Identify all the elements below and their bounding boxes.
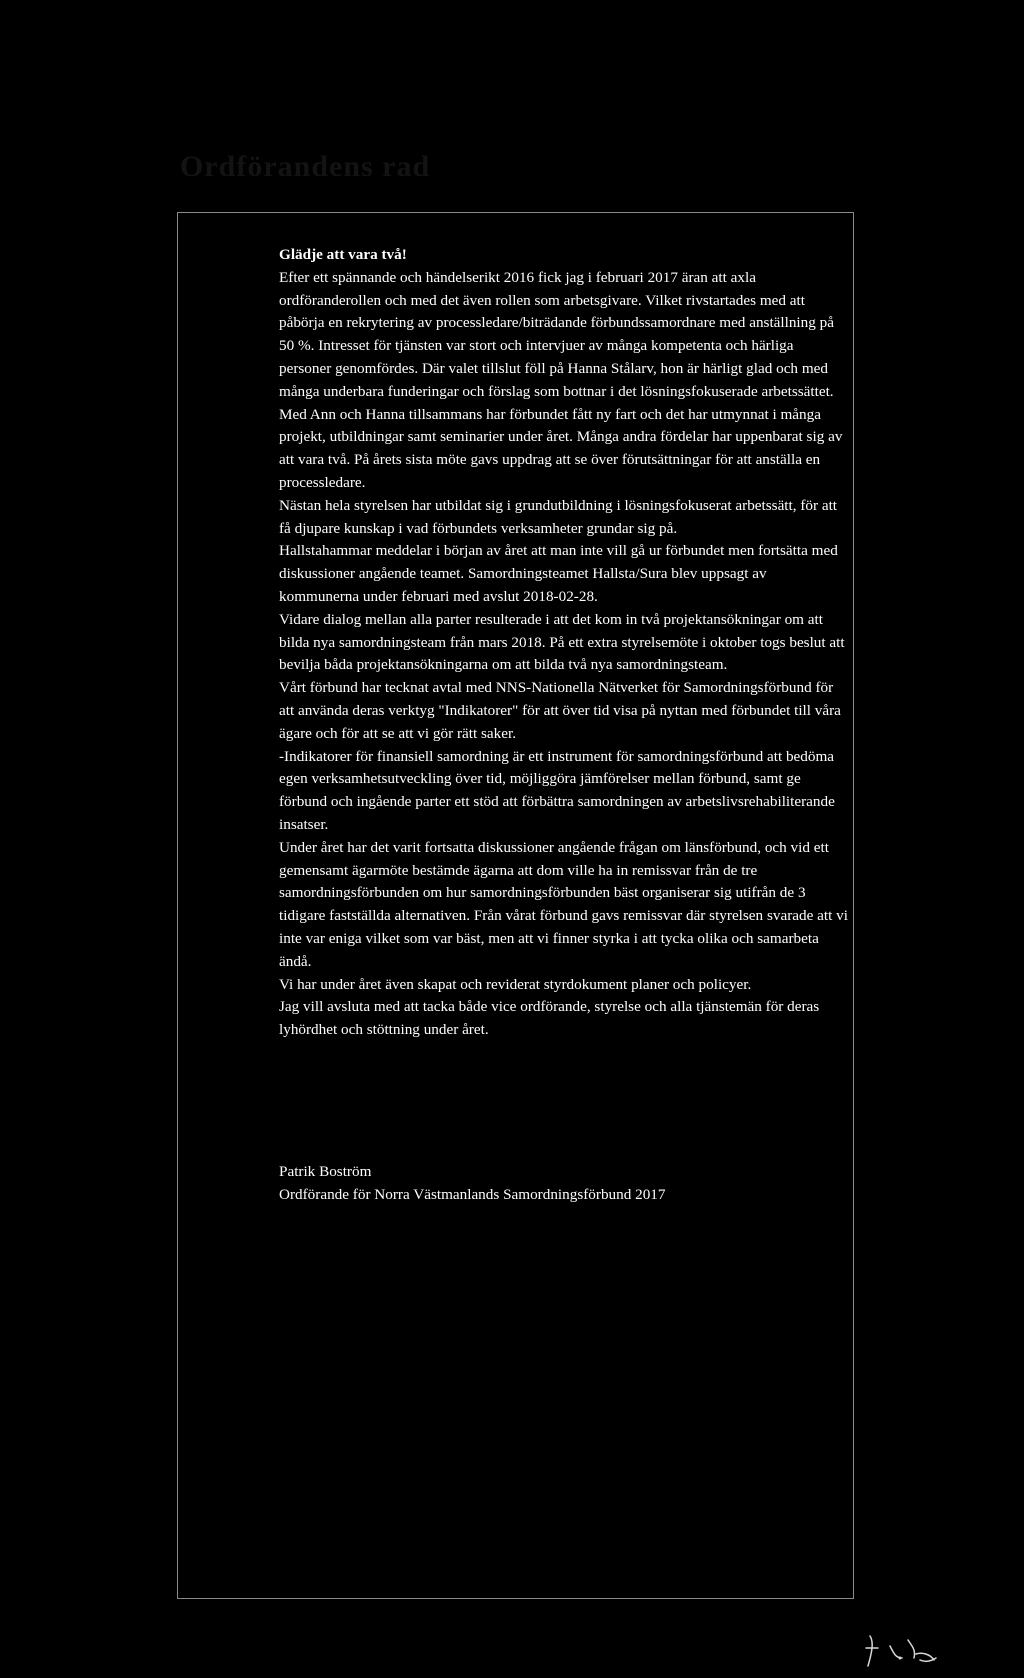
signature-title: Ordförande för Norra Västmanlands Samordningsförbund 2017 [279, 1186, 666, 1203]
paragraph: -Indikatorer för finansiell samordning är ett instrument för samordningsförbund att bedöma egen verksamhetsutveckling över tid, möjliggöra jämförelser mellan förbund, samt ge förbund och ingående parter ett stöd att förbättra samordningen av arbetslivsrehabiliterande insatser. [279, 747, 835, 833]
paragraph: Vidare dialog mellan alla parter resulterade i att det kom in två projektansökningar om att bilda nya samordningsteam från mars 2018. På ett extra styrelsemöte i oktober togs beslut att bevilja båda projektansökningarna om att bilda två nya samordningsteam. [279, 610, 845, 674]
paragraph: Nästan hela styrelsen har utbildat sig i grundutbildning i lösningsfokuserat arbetssätt, för att få djupare kunskap i vad förbundets verksamheter grundar sig på. [279, 496, 838, 537]
signature-block [279, 1160, 849, 1206]
signature-name: Patrik Boström [279, 1163, 372, 1180]
paragraph: Hallstahammar meddelar i början av året att man inte vill gå ur förbundet men fortsätta med diskussioner angående teamet. Samordningsteamet Hallsta/Sura blev uppsagt av kommunerna under februari med avslut 2018-02-28. [279, 542, 838, 605]
paragraph: Under året har det varit fortsatta diskussioner angående frågan om länsförbund, och vid ett gemensamt ägarmöte bestämde ägarna att dom ville ha in remissvar från de tre samordningsförbunden om hur samordningsförbunden bäst organiserar sig utifrån de 3 tidigare fastställda alternativen. Från vårat förbund gavs remissvar där styrelsen svarade att vi inte var eniga vilket som var bäst, men att vi finner styrka i att tycka olika och samarbeta ändå. [279, 838, 848, 970]
handwritten-mark-icon [860, 1628, 950, 1678]
paragraph: Efter ett spännande och händelserikt 2016 fick jag i februari 2017 äran att axla ordföranderollen och med det även rollen som arbetsgivare. Vilket rivstartades med att påbörja en rekrytering av processledare/biträdande förbundssamordnare med anställning på 50 %. Intresset för tjänsten var stort och intervjuer av många kompetenta och härliga personer genomfördes. Där valet tillslut föll på Hanna Stålarv, hon är härligt glad och med många underbara funderingar och förslag som bottnar i det lösningsfokuserade arbetssättet. [279, 268, 834, 400]
faded-page-heading: Ordförandens rad [180, 150, 431, 183]
paragraph: Vårt förbund har tecknat avtal med NNS-Nationella Nätverket för Samordningsförbund för att använda deras verktyg "Indikatorer" för att över tid visa på nyttan med förbundet till våra ägare och för att se att vi gör rätt saker. [279, 679, 841, 742]
paragraph: Jag vill avsluta med att tacka både vice ordförande, styrelse och alla tjänstemän för deras lyhördhet och stöttning under året. [279, 998, 820, 1039]
paragraph: Vi har under året även skapat och reviderat styrdokument planer och policyer. [279, 975, 752, 993]
letter-body [279, 244, 849, 1042]
letter-heading: Glädje att vara två! [279, 246, 407, 263]
paragraph: Med Ann och Hanna tillsammans har förbundet fått ny fart och det har utmynnat i många projekt, utbildningar samt seminarier under året. Många andra fördelar har uppenbarat sig av att vara två. På årets sista möte gavs uppdrag att se över förutsättningar för att anställa en processledare. [279, 405, 843, 491]
